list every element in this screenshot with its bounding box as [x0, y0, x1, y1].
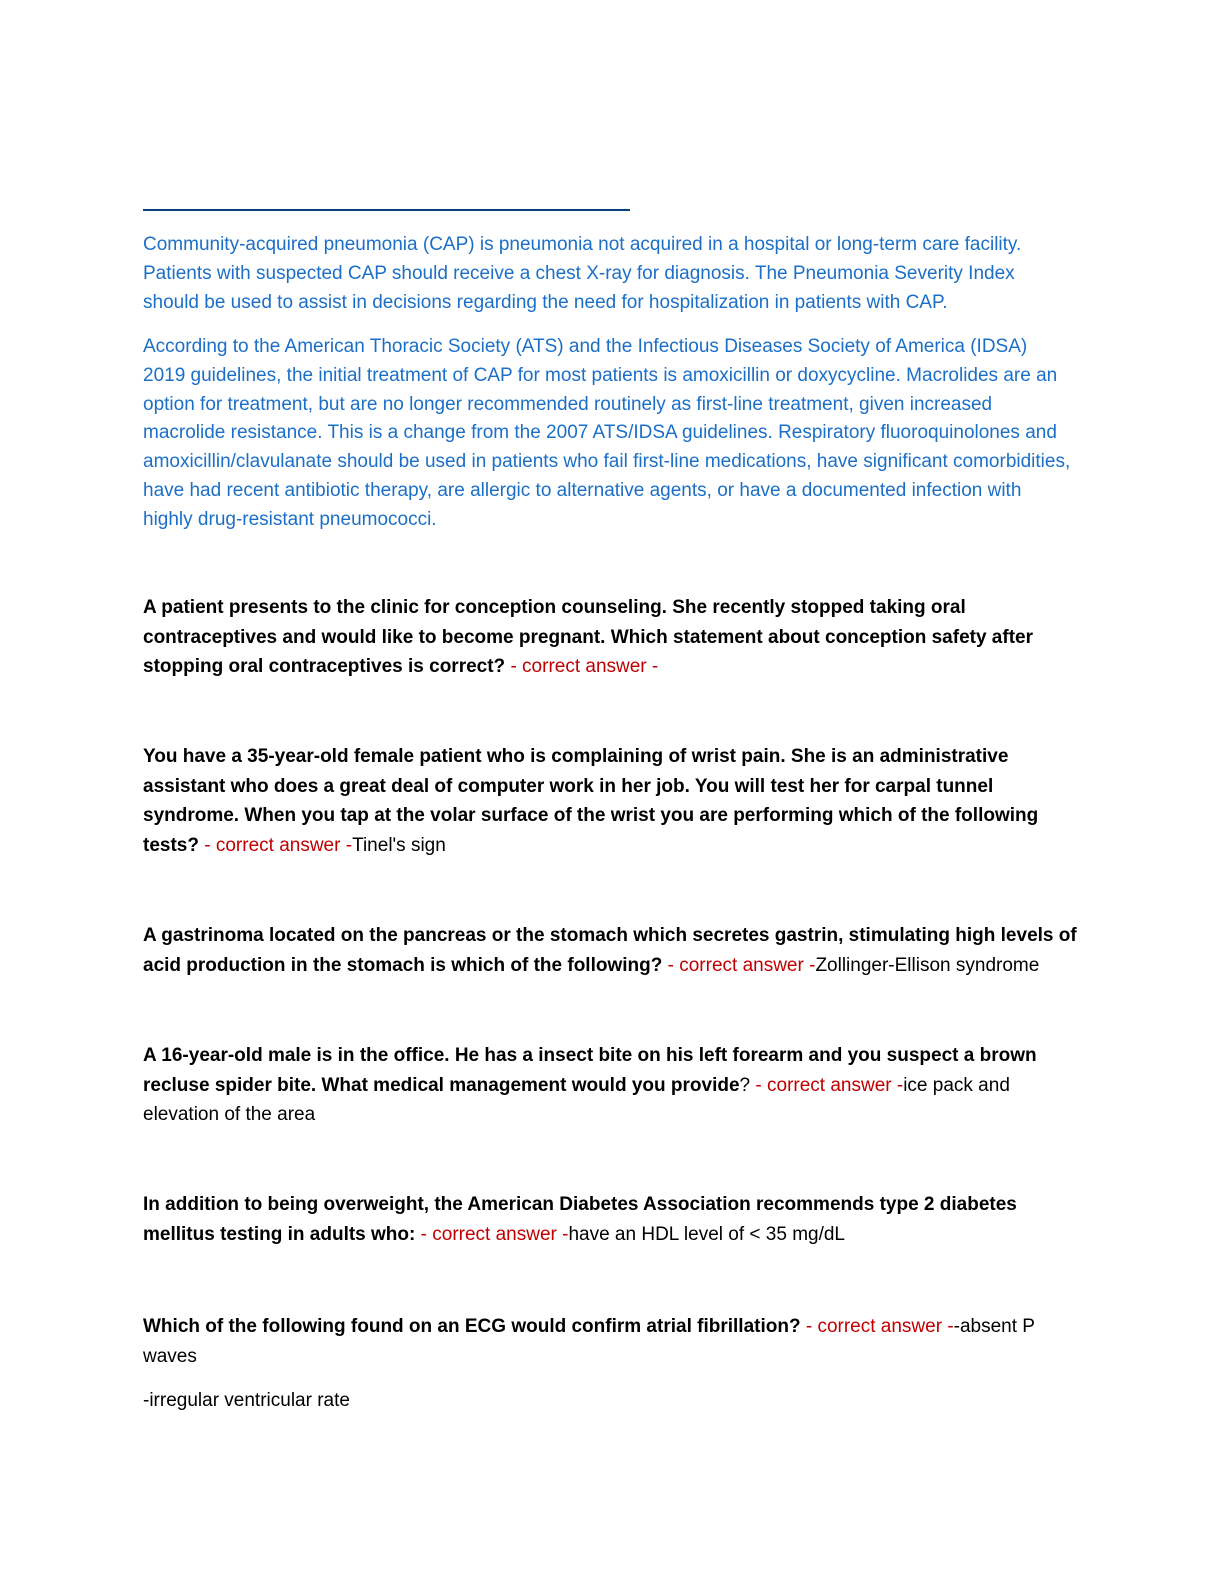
correct-answer-label: - correct answer - — [420, 1223, 569, 1245]
section-divider — [143, 209, 630, 211]
answer-text: -irregular ventricular rate — [143, 1390, 350, 1411]
question-text: Which of the following found on an ECG would confirm atrial fibrillation? — [143, 1316, 801, 1337]
question-mark: ? — [739, 1074, 751, 1096]
explanation-paragraph-1: Community-acquired pneumonia (CAP) is pneumonia not acquired in a hospital or long-term care facility. Patients with suspected CAP should receive a chest X-ray for diagnosis. The Pneumonia Severity Index should be used to assist in decisions regarding the need for hospitalization in patients with CAP. — [143, 234, 1022, 313]
answer-text: Zollinger-Ellison syndrome — [815, 954, 1040, 976]
answer-text: have an HDL level of < 35 mg/dL — [568, 1223, 846, 1245]
explanation-paragraph-2: According to the American Thoracic Society (ATS) and the Infectious Diseases Society of America (IDSA) 2019 guidelines, the initial treatment of CAP for most patients is amoxicillin or doxycycline. Macrolides are an option for treatment, but are no longer recommended routinely as first-line treatment, given increased macrolide resistance. This is a change from the 2007 ATS/IDSA guidelines. Respiratory fluoroquinolones and amoxicillin/clavulanate should be used in patients who fail first-line medications, have significant comorbidities, have had recent antibiotic therapy, are allergic to alternative agents, or have a documented infection with highly drug-resistant pneumococci. — [143, 336, 1071, 530]
qa-item-5 — [143, 1190, 1078, 1249]
answer-text: ice pack and elevation of the area — [143, 1074, 1010, 1126]
answer-text: Tinel's sign — [352, 834, 446, 856]
qa-item-4 — [143, 1041, 1078, 1130]
question-text: A gastrinoma located on the pancreas or the stomach which secretes gastrin, stimulating high levels of acid production in the stomach is which of the following? — [143, 925, 1077, 976]
answer-text: -absent P waves — [143, 1316, 1035, 1367]
correct-answer-label: - correct answer - — [755, 1074, 904, 1096]
correct-answer-label: - correct answer - — [204, 834, 353, 856]
qa-item-1 — [143, 593, 1078, 682]
qa-item-3 — [143, 921, 1078, 980]
correct-answer-label: - correct answer - — [805, 1316, 954, 1337]
correct-answer-label: - correct answer - — [667, 954, 816, 976]
correct-answer-label: - correct answer - — [510, 656, 659, 678]
question-text: In addition to being overweight, the American Diabetes Association recommends type 2 diabetes mellitus testing in adults who: — [143, 1194, 1017, 1245]
qa-item-6-continuation — [143, 1386, 1078, 1416]
qa-item-6 — [143, 1312, 1078, 1371]
question-text: A patient presents to the clinic for conception counseling. She recently stopped taking oral contraceptives and would like to become pregnant. Which statement about conception safety after stopping oral contraceptives is correct? — [143, 597, 1033, 678]
question-text: A 16-year-old male is in the office. He has a insect bite on his left forearm and you suspect a brown recluse spider bite. What medical management would you provide — [143, 1045, 1037, 1096]
question-text: You have a 35-year-old female patient who is complaining of wrist pain. She is an administrative assistant who does a great deal of computer work in her job. You will test her for carpal tunnel syndrome. When you tap at the volar surface of the wrist you are performing which of the following tests? — [143, 746, 1039, 856]
qa-item-2 — [143, 742, 1078, 860]
